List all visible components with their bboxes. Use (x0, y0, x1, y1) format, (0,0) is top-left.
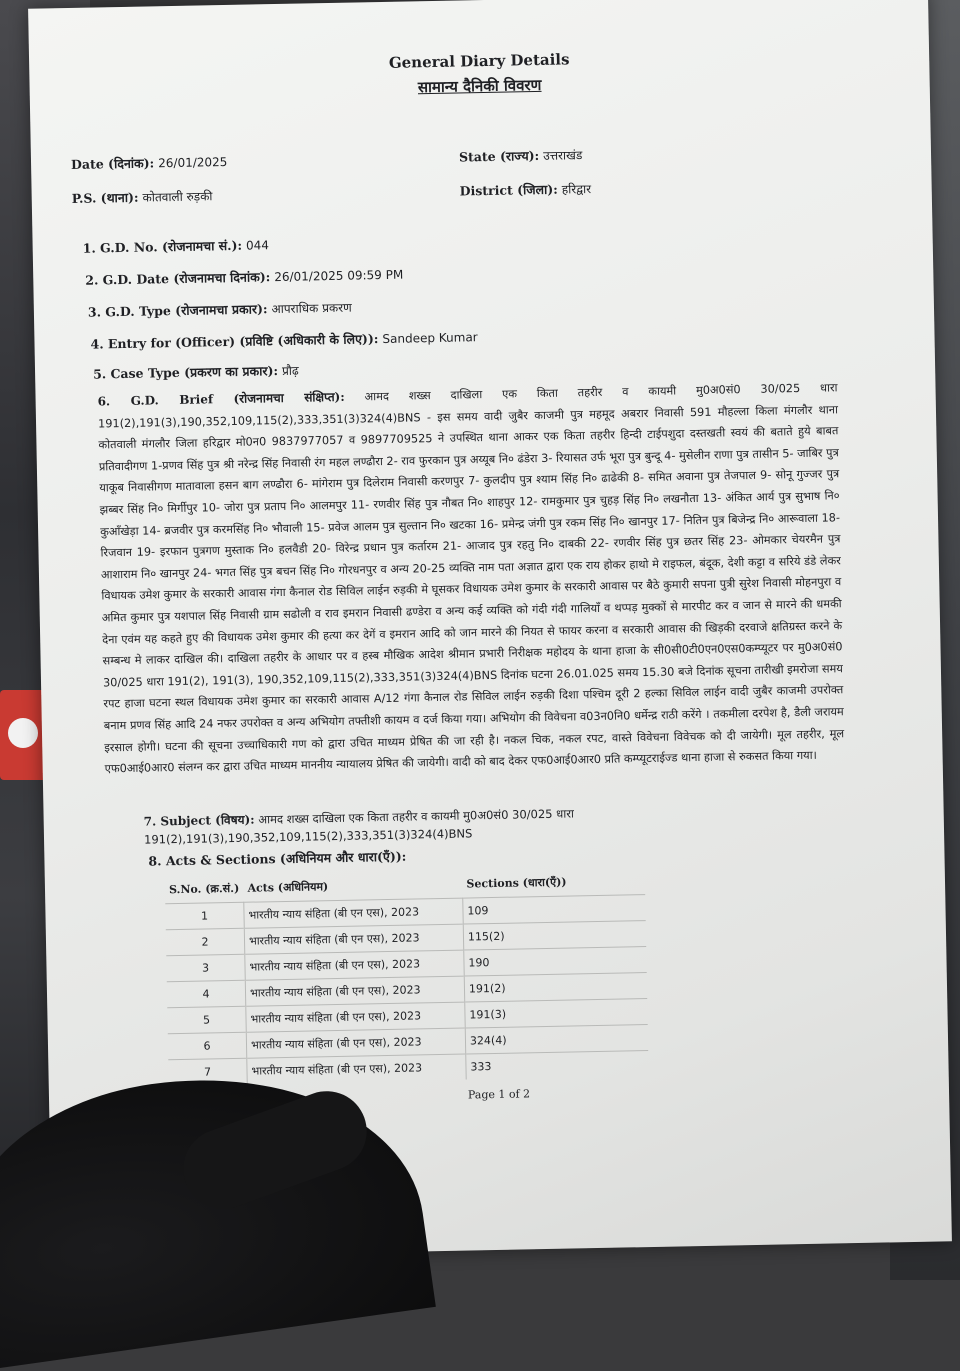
subject-text: आमद शख्स दाखिला एक किता तहरीर व कायमी मु0अ0सं0 30/025 धारा 191(2),191(3),190,352,109,115(2),333,351(3)324(4)BNS (143, 806, 575, 847)
gd-type-value: आपराधिक प्रकरण (271, 300, 352, 317)
case-type-label: 5. Case Type (प्रकरण का प्रकार): (92, 363, 279, 382)
row-section: 190 (464, 947, 647, 976)
title-english: General Diary Details (388, 50, 570, 72)
subject-label: 7. Subject (विषय): (143, 812, 255, 829)
header-sno: S.No. (क्र.सं.) (168, 881, 240, 897)
title-hindi: सामान्य दैनिकी विवरण (417, 75, 542, 97)
gd-no-label: 1. G.D. No. (रोजनामचा सं.): (82, 237, 243, 256)
ps-value: कोतवाली रुड़की (142, 189, 213, 205)
date-label: Date (दिनांक): (70, 155, 155, 172)
gd-no-value: 044 (245, 238, 270, 253)
acts-heading (148, 848, 406, 870)
row-act: भारतीय न्याय संहिता (बी एन एस), 2023 (244, 898, 463, 928)
row-sno: 6 (168, 1032, 247, 1060)
ps-row (72, 187, 213, 207)
row-sno: 1 (165, 902, 244, 930)
row-act: भारतीय न्याय संहिता (बी एन एस), 2023 (247, 1054, 466, 1084)
document-page (28, 0, 952, 1259)
row-section: 109 (463, 895, 646, 924)
subject (144, 799, 865, 849)
case-type-value: प्रौढ़ (281, 363, 299, 378)
state-value: उत्तराखंड (543, 148, 583, 163)
row-act: भारतीय न्याय संहिता (बी एन एस), 2023 (245, 950, 464, 980)
gd-brief (97, 377, 844, 780)
page-number: Page 1 of 2 (467, 1087, 531, 1102)
gd-type-row (88, 299, 352, 321)
entry-row (90, 328, 477, 352)
gd-date-row (85, 266, 403, 289)
row-sno: 2 (166, 928, 245, 956)
district-row (459, 180, 591, 200)
gd-no-row (83, 236, 270, 257)
row-section: 333 (466, 1051, 649, 1080)
district-label: District (जिला): (459, 181, 558, 199)
row-sno: 3 (166, 954, 245, 982)
date-value: 26/01/2025 (158, 154, 228, 171)
case-type-row (93, 362, 299, 383)
gd-brief-label: 6. G.D. Brief (रोजनामचा संक्षिप्त): (97, 389, 345, 409)
row-act: भारतीय न्याय संहिता (बी एन एस), 2023 (244, 924, 463, 954)
state-label: State (राज्य): (458, 147, 540, 165)
row-sno: 5 (167, 1006, 246, 1034)
row-section: 324(4) (465, 1025, 648, 1054)
gd-type-label: 3. G.D. Type (रोजनामचा प्रकार): (87, 301, 268, 320)
acts-label: 8. Acts & Sections (अधिनियम और धारा(एँ)): (148, 848, 407, 869)
row-act: भारतीय न्याय संहिता (बी एन एस), 2023 (246, 1028, 465, 1058)
row-act: भारतीय न्याय संहिता (बी एन एस), 2023 (245, 976, 464, 1006)
gd-date-label: 2. G.D. Date (रोजनामचा दिनांक): (85, 269, 271, 288)
date-row (71, 153, 228, 173)
entry-value: Sandeep Kumar (382, 330, 478, 347)
row-section: 191(3) (465, 999, 648, 1028)
header-act: Acts (अधिनियम) (247, 880, 329, 895)
acts-table (165, 867, 649, 1085)
row-sno: 7 (168, 1058, 247, 1085)
gd-date-value: 26/01/2025 09:59 PM (274, 267, 404, 285)
row-section: 115(2) (463, 921, 646, 950)
gd-brief-text: आमद शख्स दाखिला एक किता तहरीर व कायमी मु0अ0सं0 30/025 धारा 191(2),191(3),190,352,109,115(2),333,351(3)324(4)BNS - इस समय वादी जुबैर काजमी पुत्र महमूद अबरार निवासी 591 मौहल्ला किला मंगलौर थाना कोतवाली मंगलौर जिला हरिद्वार मो0न0 9837977057 व 9897709525 ने उपस्थित थाना आकर एक किता तहरीर हिन्दी टाईपशुदा दस्तखती स्वयं की बताते हुये बाबत प्रतिवादीगण 1-प्रणव सिंह पुत्र श्री नरेन्द्र सिंह निवासी रंग महल लण्ढौरा 2- राव फुरकान पुत्र अय्यूब नि० ढंडेरा 3- रियासत उर्फ भूरा पुत्र बुन्दू 4- मुसेलीन राणा पुत्र तासीन 5- जाबिर पुत्र याकूब निवासीगण मातावाला हसन बाग लण्ढौरा 6- मांगेराम पुत्र दिलेराम निवासी करणपुर 7- कुलदीप पुत्र श्याम सिंह नि० ढाढेकी 8- समित अवाना पुत्र तेजपाल 9- सोनू गुज्जर पुत्र झब्बर सिंह नि० मिर्गीपुर 10- जोरा पुत्र प्रताप नि० आलमपुर 11- रणवीर सिंह पुत्र नौबत नि० शाहपुर 12- रामकुमार पुत्र चुहड़ सिंह नि० लखनौता 13- अंकित आर्य पुत्र सुभाष नि० कुआँखेड़ा 14- ब्रजवीर पुत्र करमसिंह नि० भौवाली 15- प्रवेज आलम पुत्र सुल्तान नि० खटका 16- प्रमेन्द्र जंगी पुत्र रकम सिंह नि० खानपुर 17- नितिन पुत्र बिजेन्द्र नि० आरूवाला 18- रिजवान 19- इरफान पुत्रगण मुस्ताक नि० हलवैडी 20- विरेन्द्र प्रधान पुत्र कर्तारम 21- आजाद पुत्र रहतु नि० दाबकी 22- रणवीर सिंह पुत्र छतर सिंह 23- ओमकार चेयरमैन पुत्र आशाराम नि० खानपुर 24- भगत सिंह पुत्र बचन सिंह नि० गोरधनपुर व अन्य 20-25 व्यक्ति नाम पता अज्ञात द्वारा एक राय होकर हाथो मे राइफल, बंदूक, देशी कट्टा व सरिये डंडे लेकर विधायक उमेश कुमार के सरकारी आवास गंगा कैनाल रोड सिविल लाईन रुड़की मे घूसकर विधायक उमेश कुमार के सरकारी आवास पर बैठे कुमारी सपना पुत्री सुरेश निवासी मोहनपुरा व अमित कुमार पुत्र यशपाल सिंह निवासी ग्राम सढोली व राव इमरान निवासी ढण्डेरा व अन्य कई व्यक्ति को गंदी गंदी गालियाँ व थप्पड़ मुक्कों से मारपीट कर व जान से मारने की धमकी देना एवंम यह कहते हुए की विधायक उमेश कुमार की हत्या कर देगें व इमरान आदि को जान मारने की नियत से फायर करना व सरकारी आवास की खिड़की दरवाजे क्षतिग्रस्त करने के सम्बन्ध मे लाकर दाखिल की। दाखिला तहरीर के आधार पर व हस्ब मौखिक आदेश श्रीमान प्रभारी निरीक्षक महोदय के थाना हाजा के सी0सी0टी0एन0एस0कम्प्यूटर पर मु0अ0सं0 30/025 धारा 191(2), 191(3), 190,352,109,115(2),333,351(3)324(4)BNS दिनांक घटना 26.01.025 समय 15.30 बजे दिनांक सूचना तारीखी इमरोजा समय रपट हाजा घटना स्थल विधायक उमेश कुमार का सरकारी आवास A/12 गंगा कैनाल रोड सिविल लाईन रुड़की दिशा पश्चिम दूरी 2 हल्का सिविल लाईन वादी जुबैर काजमी उपरोक्त बनाम प्रणव सिंह आदि 24 नफर उपरोक्त व अन्य अभियोग तफ्तीशी कायम व दर्ज किया गया। अभियोग की विवेचना व03न0नि0 धर्मेन्द्र राठी करेंगे । तकमीला दरपेश है, डैली जरायम इरसाल होगी। घटना की सूचना उच्चाधिकारी गण को द्वारा उचित माध्यम प्रेषित की जा रही है। नकल चिक, नकल रपट, वास्ते विवेचना विवेचक को दी जायेगी। मूल तहरीर, मूल एफ0आई0आर0 संलग्न कर द्वारा उचित माध्यम माननीय न्यायालय प्रेषित की जायेगी। वादी को बाद देकर एफ0आई0आर0 प्रति कम्प्यूटराईज्ड थाना हाजा से रुकसत किया गया। (97, 381, 845, 776)
row-sno: 4 (167, 980, 246, 1008)
district-value: हरिद्वार (561, 181, 592, 197)
header-sections: Sections (धारा(एँ)) (466, 875, 567, 891)
row-section: 191(2) (464, 973, 647, 1002)
entry-label: 4. Entry for (Officer) (प्रविष्टि (अधिकारी के लिए)): (90, 331, 379, 352)
state-row (459, 146, 583, 165)
row-act: भारतीय न्याय संहिता (बी एन एस), 2023 (246, 1002, 465, 1032)
ps-label: P.S. (थाना): (71, 189, 139, 206)
